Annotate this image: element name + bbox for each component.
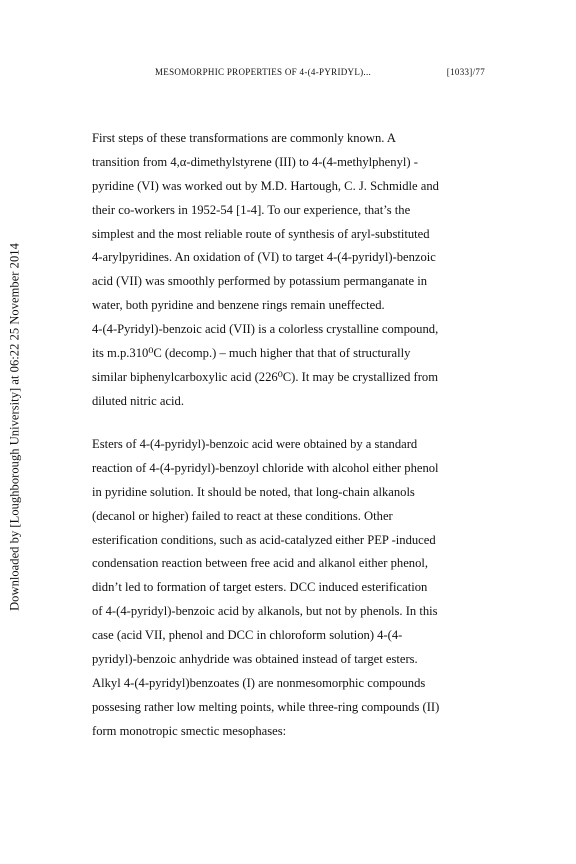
text-line: transition from 4,α-dimethylstyrene (III) to 4-(4-methylphenyl) -	[92, 154, 418, 169]
text-line: 4-(4-Pyridyl)-benzoic acid (VII) is a colorless crystalline compound,	[92, 322, 439, 337]
running-head-title: MESOMORPHIC PROPERTIES OF 4-(4-PYRIDYL)...	[155, 67, 372, 77]
text-line: form monotropic smectic mesophases:	[92, 723, 287, 738]
text-line: pyridyl)-benzoic anhydride was obtained instead of target esters.	[92, 652, 418, 667]
text-line: reaction of 4-(4-pyridyl)-benzoyl chloride with alcohol either phenol	[92, 460, 439, 475]
text-line: condensation reaction between free acid and alkanol either phenol,	[92, 556, 429, 571]
text-line: its m.p.310⁰C (decomp.) – much higher that that of structurally	[92, 346, 411, 361]
text-line: (decanol or higher) failed to react at these conditions. Other	[92, 508, 393, 523]
text-line: esterification conditions, such as acid-catalyzed either PEP -induced	[92, 532, 436, 547]
text-line: 4-arylpyridines. An oxidation of (VI) to target 4-(4-pyridyl)-benzoic	[92, 250, 436, 265]
page-number: [1033]/77	[446, 67, 485, 77]
paragraph-synthesis	[92, 127, 512, 414]
text-line: Alkyl 4-(4-pyridyl)benzoates (I) are nonmesomorphic compounds	[92, 675, 426, 690]
text-line: their co-workers in 1952-54 [1-4]. To our experience, that’s the	[92, 202, 411, 217]
text-line: of 4-(4-pyridyl)-benzoic acid by alkanols, but not by phenols. In this	[92, 604, 438, 619]
text-line: water, both pyridine and benzene rings remain uneffected.	[92, 298, 385, 313]
text-line: Esters of 4-(4-pyridyl)-benzoic acid were obtained by a standard	[92, 437, 418, 451]
text-line: pyridine (VI) was worked out by M.D. Hartough, C. J. Schmidle and	[92, 178, 439, 193]
download-watermark	[0, 0, 30, 864]
text-line: simplest and the most reliable route of synthesis of aryl-substituted	[92, 226, 430, 241]
text-line: possesing rather low melting points, while three-ring compounds (II)	[92, 699, 440, 714]
download-watermark-text: Downloaded by [Loughborough University] at 06:22 25 November 2014	[7, 243, 22, 611]
text-line: case (acid VII, phenol and DCC in chloroform solution) 4-(4-	[92, 628, 403, 643]
text-line: similar biphenylcarboxylic acid (226⁰C). It may be crystallized from	[92, 369, 439, 384]
paragraph-esterification	[92, 433, 512, 744]
text-line: First steps of these transformations are commonly known. A	[92, 131, 396, 145]
text-line: diluted nitric acid.	[92, 393, 184, 408]
text-line: in pyridine solution. It should be noted, that long-chain alkanols	[92, 484, 415, 499]
text-line: didn’t led to formation of target esters. DCC induced esterification	[92, 580, 428, 595]
text-line: acid (VII) was smoothly performed by potassium permanganate in	[92, 274, 428, 289]
